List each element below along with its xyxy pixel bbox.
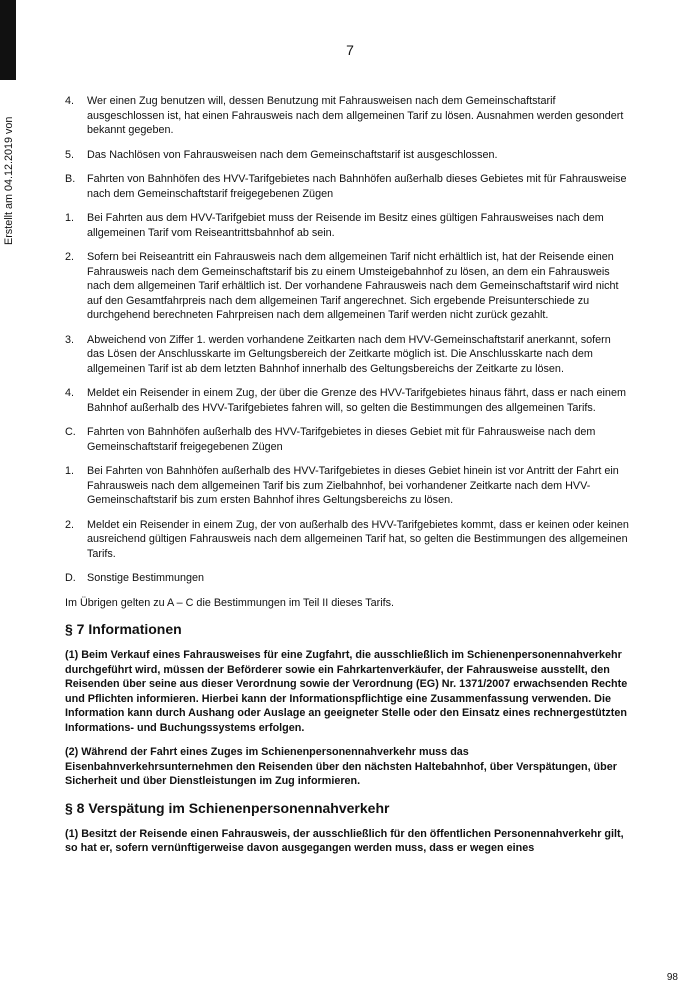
section-heading-c: [65, 425, 630, 454]
list-item-text: Fahrten von Bahnhöfen des HVV-Tarifgebietes nach Bahnhöfen außerhalb dieses Gebietes mit für Fahrausweise nach dem Gemeinschaftstarif freigegebenen Zügen: [87, 173, 627, 200]
list-item-number: 5.: [65, 148, 75, 161]
list-item-number: 3.: [65, 333, 75, 346]
list-item-number: 1.: [65, 465, 75, 477]
section-heading-b: [65, 172, 630, 201]
list-item-text: Sofern bei Reiseantritt ein Fahrausweis nach dem allgemeinen Tarif nicht erhältlich ist, hat der Reisende einen Fahrausweis nach dem Gemeinschaftstarif bis zu einem Umsteigebahnhof zu lösen, an dem ein Fahrausweis nach dem allgemeinen Tarif erhältlich ist. Der vorhandene Fahrausweis nach dem Gemeinschaftstarif wird nicht auf den Gesamtfahrpreis nach dem allgemeinen Tarif angerechnet. Sich ergebende Preisunterschiede zu durchgehend berechneten Fahrpreisen nach dem allgemeinen Tarif werden nicht zurück gezahlt.: [87, 251, 619, 321]
section-8-heading: § 8 Verspätung im Schienenpersonennahverkehr: [65, 799, 390, 816]
section-7-paragraph-2: (2) Während der Fahrt eines Zuges im Schienenpersonennahverkehr muss das Eisenbahnverkehrsunternehmen den Reisenden über den nächsten Haltebahnhof, über Verspätungen, über Sicherheit und über Dienstleistungen im Zug informieren.: [65, 746, 617, 787]
list-item-number: C.: [65, 426, 76, 438]
list-item: [65, 148, 630, 163]
list-item-text: Sonstige Bestimmungen: [87, 572, 205, 584]
list-item-number: D.: [65, 572, 76, 584]
section-8-paragraph-1: (1) Besitzt der Reisende einen Fahrausweis, der ausschließlich für den öffentlichen Personennahverkehr gilt, so hat er, sofern vernünftigerweise davon ausgegangen werden muss, dass er wegen eines: [65, 827, 624, 854]
list-item: [65, 464, 630, 508]
document-body: [65, 94, 630, 866]
list-item-text: Abweichend von Ziffer 1. werden vorhandene Zeitkarten nach dem HVV-Gemeinschaftstarif anerkannt, sofern das Lösen der Anschlusskarte im Geltungsbereich der Zeitkarte möglich ist. Die Anschlusskarte nach dem allgemeinen Tarif ist ab dem letzten Bahnhof innerhalb des Geltungsbereichs der Zeitkarte zu lösen.: [87, 333, 611, 375]
page-number: 7: [346, 42, 354, 58]
list-item-text: Wer einen Zug benutzen will, dessen Benutzung mit Fahrausweisen nach dem Gemeinschaftstarif ausgeschlossen ist, hat einen Fahrausweis nach dem allgemeinen Tarif zu lösen. Ausnahmen werden gesondert bekannt gegeben.: [87, 95, 624, 136]
list-item-text: Meldet ein Reisender in einem Zug, der von außerhalb des HVV-Tarifgebietes kommt, dass er keinen oder keinen ausreichend gültigen Fahrausweis nach dem allgemeinen Tarif hat, so gelten die Bestimmungen des allgemeinen Tarifs.: [87, 518, 629, 560]
list-item-text: Bei Fahrten aus dem HVV-Tarifgebiet muss der Reisende im Besitz eines gültigen Fahrausweises nach dem allgemeinen Tarif vom Reiseantrittsbahnhof ab sein.: [87, 212, 604, 239]
list-item-number: 2.: [65, 518, 75, 531]
section-7-heading: § 7 Informationen: [65, 621, 182, 637]
footer-page-number: 98: [666, 972, 678, 983]
section-heading-d: [65, 571, 630, 586]
list-item: [65, 250, 630, 323]
list-item: [65, 518, 630, 562]
list-item: [65, 94, 630, 138]
list-item-number: 2.: [65, 251, 75, 263]
list-item-text: Bei Fahrten von Bahnhöfen außerhalb des HVV-Tarifgebietes in dieses Gebiet hinein ist vor Antritt der Fahrt ein Fahrausweis nach dem allgemeinen Tarif bis zum Zielbahnhof, bei vorhandener Zeitkarte nach dem HVV-Gemeinschaftstarif bis zum ersten Bahnhof ihres Geltungsbereichs zu lösen.: [87, 465, 619, 506]
list-item-number: 4.: [65, 387, 75, 399]
list-item-text: Das Nachlösen von Fahrausweisen nach dem Gemeinschaftstarif ist ausgeschlossen.: [87, 148, 498, 161]
list-item-number: 4.: [65, 95, 75, 107]
list-item: [65, 333, 630, 377]
list-item-text: Meldet ein Reisender in einem Zug, der über die Grenze des HVV-Tarifgebietes hinaus fährt, dass er nach einem Bahnhof außerhalb des HVV-Tarifgebietes fahren will, so gelten die Bestimmungen des allgemeinen Tarifs.: [87, 387, 626, 414]
list-item-text: Fahrten von Bahnhöfen außerhalb des HVV-Tarifgebietes in dieses Gebiet mit für Fahrausweise nach dem Gemeinschaftstarif freigegebenen Zügen: [87, 426, 596, 453]
side-stamp-text: Erstellt am 04.12.2019 von: [3, 116, 15, 245]
list-item-number: 1.: [65, 212, 75, 224]
list-item: [65, 386, 630, 415]
closing-paragraph: Im Übrigen gelten zu A – C die Bestimmungen im Teil II dieses Tarifs.: [65, 596, 395, 609]
list-item: [65, 211, 630, 240]
list-item-number: B.: [65, 173, 76, 185]
side-black-bar: [0, 0, 16, 80]
section-7-paragraph-1: (1) Beim Verkauf eines Fahrausweises für eine Zugfahrt, die ausschließlich im Schienenpersonennahverkehr durchgeführt wird, müssen der Beförderer sowie ein Fahrkartenverkäufer, der Fahrausweise ausstellt, den Reisenden über seine aus dieser Verordnung sowie der Verordnung (EG) Nr. 1371/2007 erwachsenden Rechte und Pflichten informieren. Hierbei kann der Informationspflichtige eine Zusammenfassung verwenden. Die Information kann durch Aushang oder Auslage an geeigneter Stelle oder den Einsatz eines rechnergestützten Informations- und Buchungssystems erfolgen.: [65, 649, 628, 734]
